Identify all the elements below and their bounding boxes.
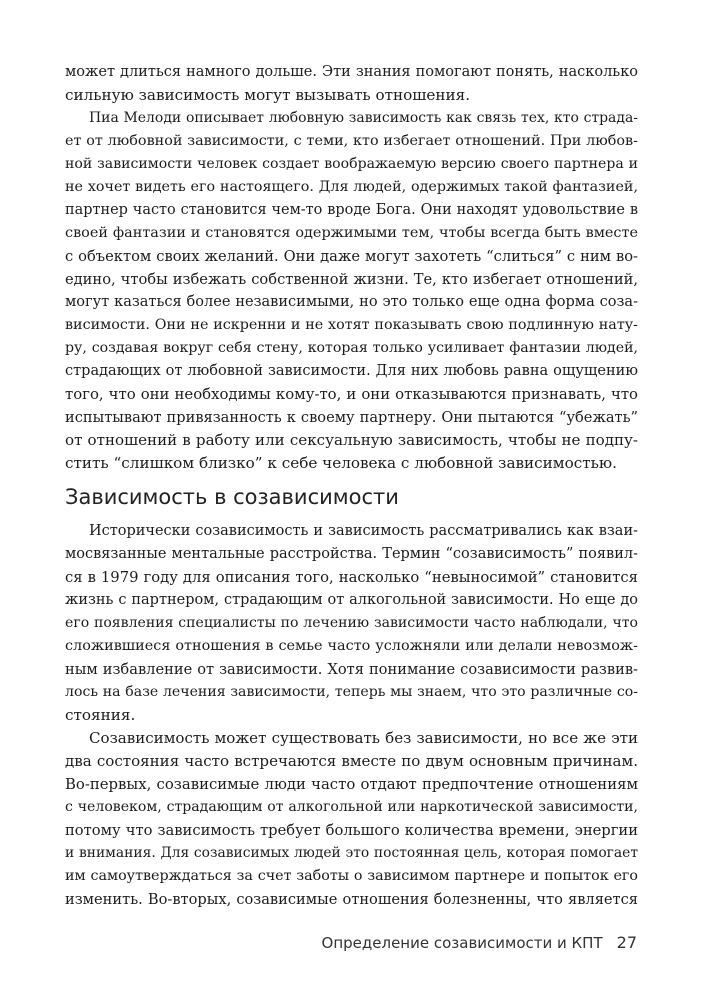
text-line: висимости. Они не искренни и не хотят показывать свою подлинную нату- — [65, 317, 638, 333]
text-line: с человеком, страдающим от алкогольной или наркотической зависимости, — [65, 799, 638, 815]
text-line: от отношений в работу или сексуальную зависимость, чтобы не подпу- — [65, 431, 638, 449]
text-line: ет от любовной зависимости, с теми, кто избегает отношений. При любов- — [65, 133, 638, 149]
text-line: и внимания. Для созависимых людей это постоянная цель, которая помогает — [65, 845, 638, 861]
text-line: своей фантазии и становятся одержимыми тем, чтобы всегда быть вместе — [65, 225, 638, 241]
page-footer — [322, 932, 637, 954]
paragraph-block-2 — [65, 520, 638, 911]
text-line: того, что они необходимы кому-то, и они отказываются признавать, что — [65, 385, 638, 403]
text-line: сильную зависимость могут вызывать отношения. — [65, 86, 471, 104]
text-line: Во-первых, созависимые люди часто отдают предпочтение отношениям — [65, 775, 638, 793]
text-line: его появления специалисты по лечению зависимости часто наблюдали, что — [65, 615, 638, 631]
text-line: могут казаться более независимыми, но это только еще одна форма соза- — [65, 294, 638, 310]
text-line: испытывают привязанность к своему партнеру. Они пытаются “убежать” — [65, 409, 638, 426]
text-line: мосвязанные ментальные расстройства. Термин “созависимость” появил- — [65, 546, 638, 562]
section-heading: Зависимость в созависимости — [65, 485, 399, 509]
text-line: лось на базе лечения зависимости, теперь мы знаем, что это различные со- — [65, 684, 638, 700]
text-line: партнер часто становится чем-то вроде Бога. Они находят удовольствие в — [65, 202, 638, 218]
text-line: ру, создавая вокруг себя стену, которая только усиливает фантазии людей, — [65, 340, 638, 356]
text-line: Пиа Мелоди описывает любовную зависимость как связь тех, кто страда- — [89, 110, 638, 126]
text-line: потому что зависимость требует большого количества времени, энергии — [65, 822, 638, 839]
text-line: стояния. — [65, 706, 136, 724]
page-number: 27 — [616, 933, 637, 952]
text-line: стить “слишком близко” к себе человека с любовной зависимостью. — [65, 454, 617, 472]
text-line: ной зависимости человек создает воображаемую версию своего партнера и — [65, 156, 638, 172]
text-line: едино, чтобы избежать собственной жизни. Те, кто избегает отношений, — [65, 271, 638, 288]
text-line: не хочет видеть его настоящего. Для людей, одержимых такой фантазией, — [65, 179, 638, 195]
paragraph-block-1 — [65, 61, 638, 475]
text-line: изменить. Во-вторых, созависимые отношения болезненны, что является — [65, 891, 638, 908]
running-title: Определение созависимости и КПТ — [321, 934, 603, 952]
text-line: два состояния часто встречаются вместе по двум основным причинам. — [65, 752, 638, 770]
text-line: страдающих от любовной зависимости. Для них любовь равна ощущению — [65, 363, 638, 379]
text-line: Созависимость может существовать без зависимости, но все же эти — [89, 729, 638, 747]
text-line: ся в 1979 году для описания того, насколько “невыносимой” становится — [65, 569, 638, 586]
text-line: жизнь с партнером, страдающим от алкогольной зависимости. Но еще до — [65, 592, 638, 608]
text-line: с объектом своих желаний. Они даже могут захотеть “слиться” с ним во- — [65, 248, 638, 265]
text-line: ным избавление от зависимости. Хотя понимание созависимости развив- — [65, 661, 638, 678]
text-line: Исторически созависимость и зависимость рассматривались как взаи- — [89, 523, 638, 539]
text-line: может длиться намного дольше. Эти знания помогают понять, насколько — [65, 64, 638, 80]
text-line: сложившиеся отношения в семье часто усложняли или делали невозмож- — [65, 638, 638, 654]
text-line: им самоутверждаться за счет заботы о зависимом партнере и попыток его — [65, 868, 638, 884]
